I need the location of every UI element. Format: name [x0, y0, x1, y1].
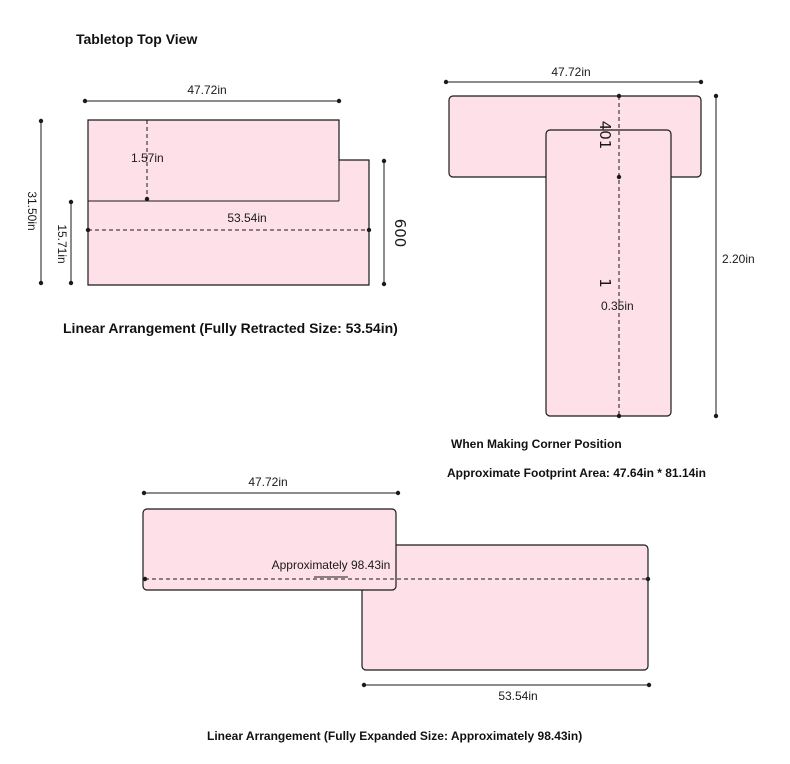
expanded-lower-panel [362, 545, 648, 670]
dim-endpoint [382, 159, 386, 163]
corner-footprint: Approximate Footprint Area: 47.64in * 81.14in [447, 466, 706, 480]
total-width-label: 53.54in [227, 211, 267, 225]
corner-caption: When Making Corner Position [451, 437, 622, 451]
corner-arrangement [444, 65, 755, 480]
corner-stem-panel [546, 130, 671, 416]
dim-endpoint [617, 175, 621, 179]
retracted-top-width-label: 47.72in [187, 83, 227, 97]
inner-depth-label: 1.57in [131, 151, 164, 165]
corner-top-width-label: 47.72in [551, 65, 591, 79]
dim-endpoint [714, 414, 718, 418]
expanded-bottom-width-label: 53.54in [498, 689, 538, 703]
dim-endpoint [646, 577, 650, 581]
expanded-overlap-label: Approximately 98.43in [271, 558, 391, 572]
corner-height-label: 2.20in [722, 252, 755, 266]
dim-endpoint [617, 414, 621, 418]
dim-endpoint [39, 119, 43, 123]
dim-endpoint [83, 99, 87, 103]
dim-endpoint [362, 683, 366, 687]
corner-stem-value-1: 401 [596, 120, 614, 150]
dim-endpoint [367, 228, 371, 232]
dim-endpoint [617, 94, 621, 98]
corner-stem-width-label: 0.35in [601, 299, 634, 313]
dim-endpoint [145, 197, 149, 201]
dim-endpoint [382, 282, 386, 286]
retracted-arrangement [25, 83, 409, 336]
dim-endpoint [69, 281, 73, 285]
diagram-title: Tabletop Top View [76, 31, 198, 47]
dim-endpoint [337, 99, 341, 103]
half-depth-label: 15.71in [55, 224, 69, 264]
expanded-upper-panel [143, 509, 396, 590]
total-depth-label: 31.50in [25, 191, 39, 231]
side-value-label: 600 [391, 218, 409, 248]
dim-endpoint [86, 228, 90, 232]
dim-endpoint [714, 94, 718, 98]
expanded-arrangement [142, 475, 651, 743]
corner-stem-value-2: 1 [596, 278, 614, 288]
dim-endpoint [396, 491, 400, 495]
retracted-table-outline [88, 120, 369, 285]
dim-endpoint [69, 200, 73, 204]
retracted-caption: Linear Arrangement (Fully Retracted Size: 53.54in) [63, 320, 398, 336]
dim-endpoint [647, 683, 651, 687]
dim-endpoint [142, 491, 146, 495]
dim-endpoint [444, 80, 448, 84]
dim-endpoint [39, 281, 43, 285]
expanded-top-width-label: 47.72in [248, 475, 288, 489]
dim-endpoint [699, 80, 703, 84]
dim-endpoint [143, 577, 147, 581]
expanded-caption: Linear Arrangement (Fully Expanded Size: Approximately 98.43in) [207, 729, 583, 743]
